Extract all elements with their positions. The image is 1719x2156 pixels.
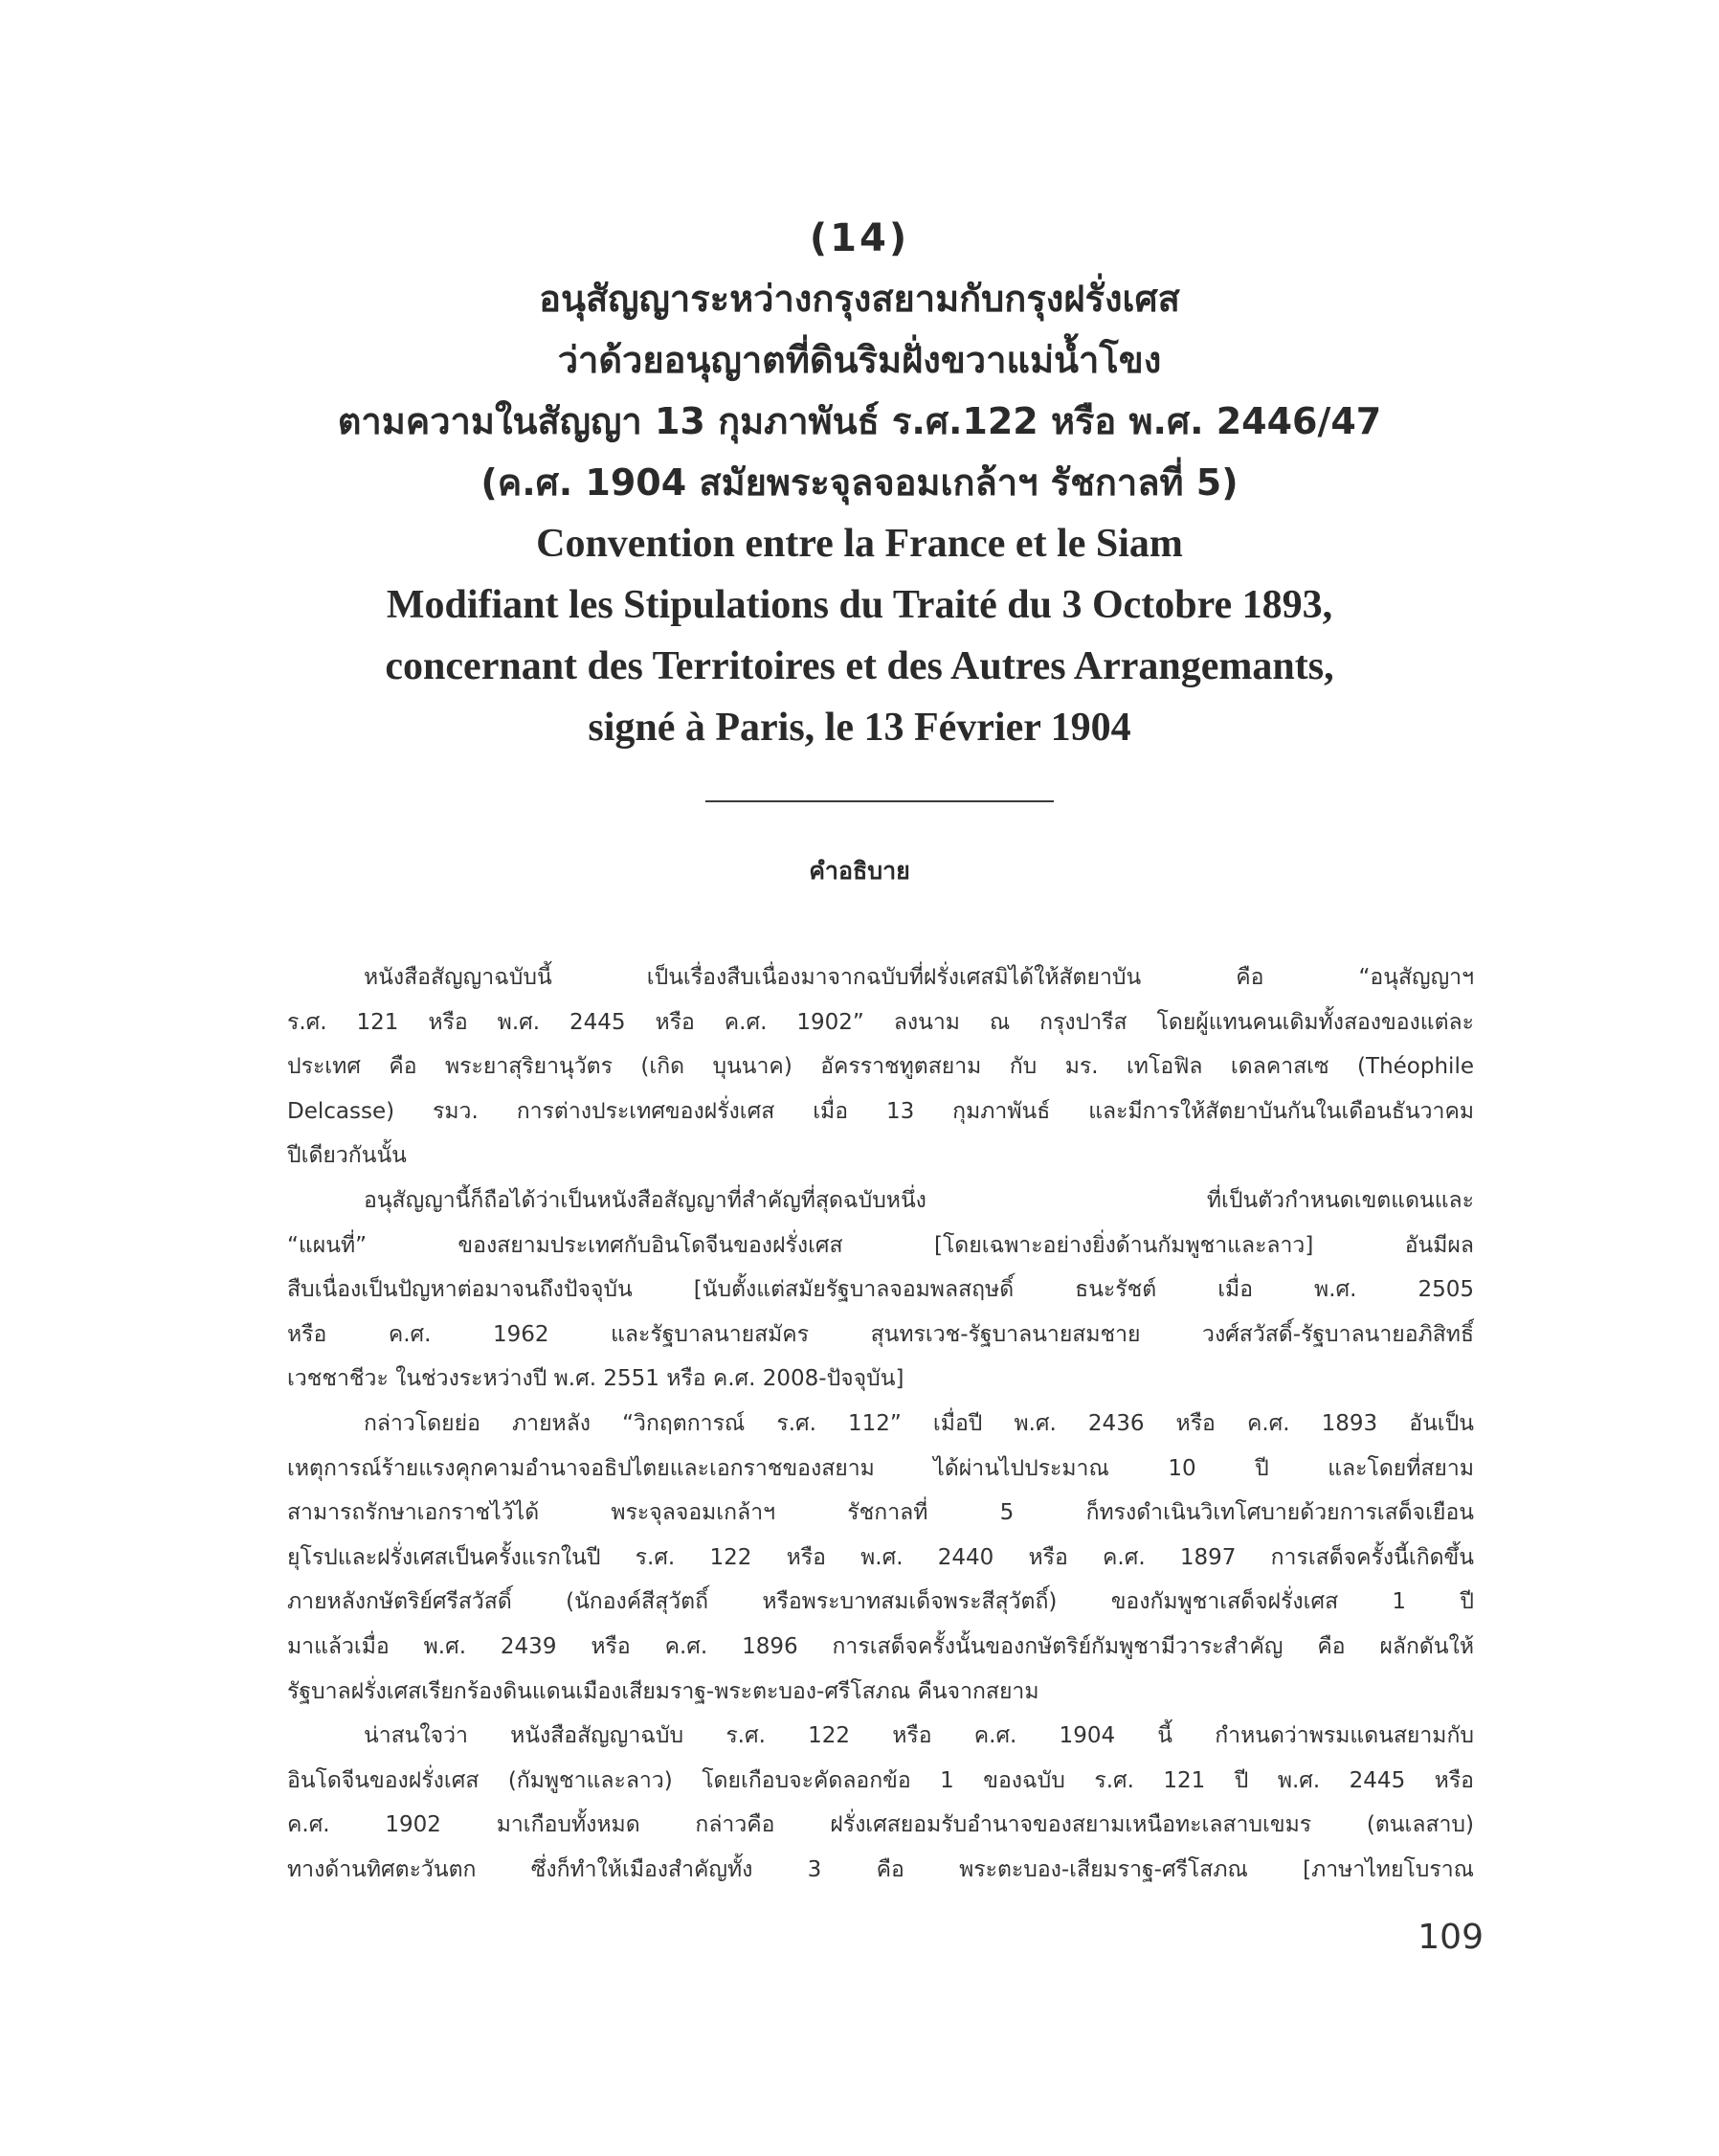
french-title-line-1: Convention entre la France et le Siam bbox=[536, 522, 1183, 566]
body-line: Delcasse) รมว. การต่างประเทศของฝรั่งเศส เมื่อ 13 กุมภาพันธ์ และมีการให้สัตยาบันกันในเดือนธันวาคม bbox=[287, 1098, 1474, 1124]
body-line: อนุสัญญานี้ก็ถือได้ว่าเป็นหนังสือสัญญาที่สำคัญที่สุดฉบับหนึ่ง ที่เป็นตัวกำหนดเขตแดนและ bbox=[364, 1187, 1474, 1213]
body-line: สามารถรักษาเอกราชไว้ได้ พระจุลจอมเกล้าฯ รัชกาลที่ 5 ก็ทรงดำเนินวิเทโศบายด้วยการเสด็จเยือน bbox=[287, 1500, 1474, 1526]
body-line: ยุโรปและฝรั่งเศสเป็นครั้งแรกในปี ร.ศ. 122 หรือ พ.ศ. 2440 หรือ ค.ศ. 1897 การเสด็จครั้งนี้เกิดขึ้น bbox=[287, 1544, 1474, 1570]
body-line: น่าสนใจว่า หนังสือสัญญาฉบับ ร.ศ. 122 หรือ ค.ศ. 1904 นี้ กำหนดว่าพรมแดนสยามกับ bbox=[364, 1723, 1474, 1749]
title-divider bbox=[705, 800, 1054, 802]
body-text bbox=[287, 955, 1474, 1892]
thai-title-line-1: อนุสัญญาระหว่างกรุงสยามกับกรุงฝรั่งเศส bbox=[539, 278, 1180, 320]
body-line: รัฐบาลฝรั่งเศสเรียกร้องดินแดนเมืองเสียมราฐ-พระตะบอง-ศรีโสภณ คืนจากสยาม bbox=[287, 1678, 1039, 1704]
body-line: เวชชาชีวะ ในช่วงระหว่างปี พ.ศ. 2551 หรือ ค.ศ. 2008-ปัจจุบัน] bbox=[287, 1366, 904, 1392]
body-line: เหตุการณ์ร้ายแรงคุกคามอำนาจอธิปไตยและเอกราชของสยาม ได้ผ่านไปประมาณ 10 ปี และโดยที่สยาม bbox=[287, 1455, 1474, 1481]
body-line: ภายหลังกษัตริย์ศรีสวัสดิ์ (นักองค์สีสุวัตถิ์ หรือพระบาทสมเด็จพระสีสุวัตถิ์) ของกัมพูชาเสด็จฝรั่งเศส 1 ปี bbox=[287, 1589, 1474, 1615]
body-line: “แผนที่” ของสยามประเทศกับอินโดจีนของฝรั่งเศส [โดยเฉพาะอย่างยิ่งด้านกัมพูชาและลาว] อันมีผล bbox=[287, 1232, 1474, 1258]
thai-title-line-2: ว่าด้วยอนุญาตที่ดินริมฝั่งขวาแม่น้ำโขง bbox=[557, 339, 1162, 381]
body-line: อินโดจีนของฝรั่งเศส (กัมพูชาและลาว) โดยเกือบจะคัดลอกข้อ 1 ของฉบับ ร.ศ. 121 ปี พ.ศ. 2445 หรือ bbox=[287, 1767, 1474, 1793]
body-line: ปีเดียวกันนั้น bbox=[287, 1143, 407, 1169]
body-line: ประเทศ คือ พระยาสุริยานุวัตร (เกิด บุนนาค) อัครราชทูตสยาม กับ มร. เทโอฟิล เดลคาสเซ (Théophile bbox=[287, 1054, 1474, 1080]
document-number: (14) bbox=[809, 216, 910, 260]
thai-title-line-4: (ค.ศ. 1904 สมัยพระจุลจอมเกล้าฯ รัชกาลที่ 5) bbox=[480, 461, 1239, 504]
body-line: หรือ ค.ศ. 1962 และรัฐบาลนายสมัคร สุนทรเวช-รัฐบาลนายสมชาย วงศ์สวัสดิ์-รัฐบาลนายอภิสิทธิ์ bbox=[287, 1321, 1474, 1347]
body-line: กล่าวโดยย่อ ภายหลัง “วิกฤตการณ์ ร.ศ. 112” เมื่อปี พ.ศ. 2436 หรือ ค.ศ. 1893 อันเป็น bbox=[364, 1410, 1474, 1436]
body-line: ทางด้านทิศตะวันตก ซึ่งก็ทำให้เมืองสำคัญทั้ง 3 คือ พระตะบอง-เสียมราฐ-ศรีโสภณ [ภาษาไทยโบราณ bbox=[287, 1856, 1474, 1882]
page-number: 109 bbox=[1418, 1918, 1484, 1957]
thai-title-line-3: ตามความในสัญญา 13 กุมภาพันธ์ ร.ศ.122 หรือ พ.ศ. 2446/47 bbox=[337, 400, 1382, 442]
french-title-line-2: Modifiant les Stipulations du Traité du 3 Octobre 1893, bbox=[386, 583, 1333, 627]
body-line: หนังสือสัญญาฉบับนี้ เป็นเรื่องสืบเนื่องมาจากฉบับที่ฝรั่งเศสมิได้ให้สัตยาบัน คือ “อนุสัญญาฯ bbox=[364, 965, 1474, 990]
body-line: สืบเนื่องเป็นปัญหาต่อมาจนถึงปัจจุบัน [นับตั้งแต่สมัยรัฐบาลจอมพลสฤษดิ์ ธนะรัชต์ เมื่อ พ.ศ. 2505 bbox=[287, 1277, 1474, 1303]
title-block bbox=[239, 209, 1480, 758]
body-line: ค.ศ. 1902 มาเกือบทั้งหมด กล่าวคือ ฝรั่งเศสยอมรับอำนาจของสยามเหนือทะเลสาบเขมร (ตนเลสาบ) bbox=[287, 1812, 1474, 1838]
french-title-line-3: concernant des Territoires et des Autres Arrangemants, bbox=[385, 644, 1334, 688]
french-title-line-4: signé à Paris, le 13 Février 1904 bbox=[588, 706, 1131, 750]
body-line: มาแล้วเมื่อ พ.ศ. 2439 หรือ ค.ศ. 1896 การเสด็จครั้งนั้นของกษัตริย์กัมพูชามีวาระสำคัญ คือ ผลักดันให้ bbox=[287, 1633, 1474, 1659]
section-heading: คำอธิบาย bbox=[809, 857, 910, 885]
body-line: ร.ศ. 121 หรือ พ.ศ. 2445 หรือ ค.ศ. 1902” ลงนาม ณ กรุงปารีส โดยผู้แทนคนเดิมทั้งสองของแต่ละ bbox=[287, 1009, 1474, 1035]
